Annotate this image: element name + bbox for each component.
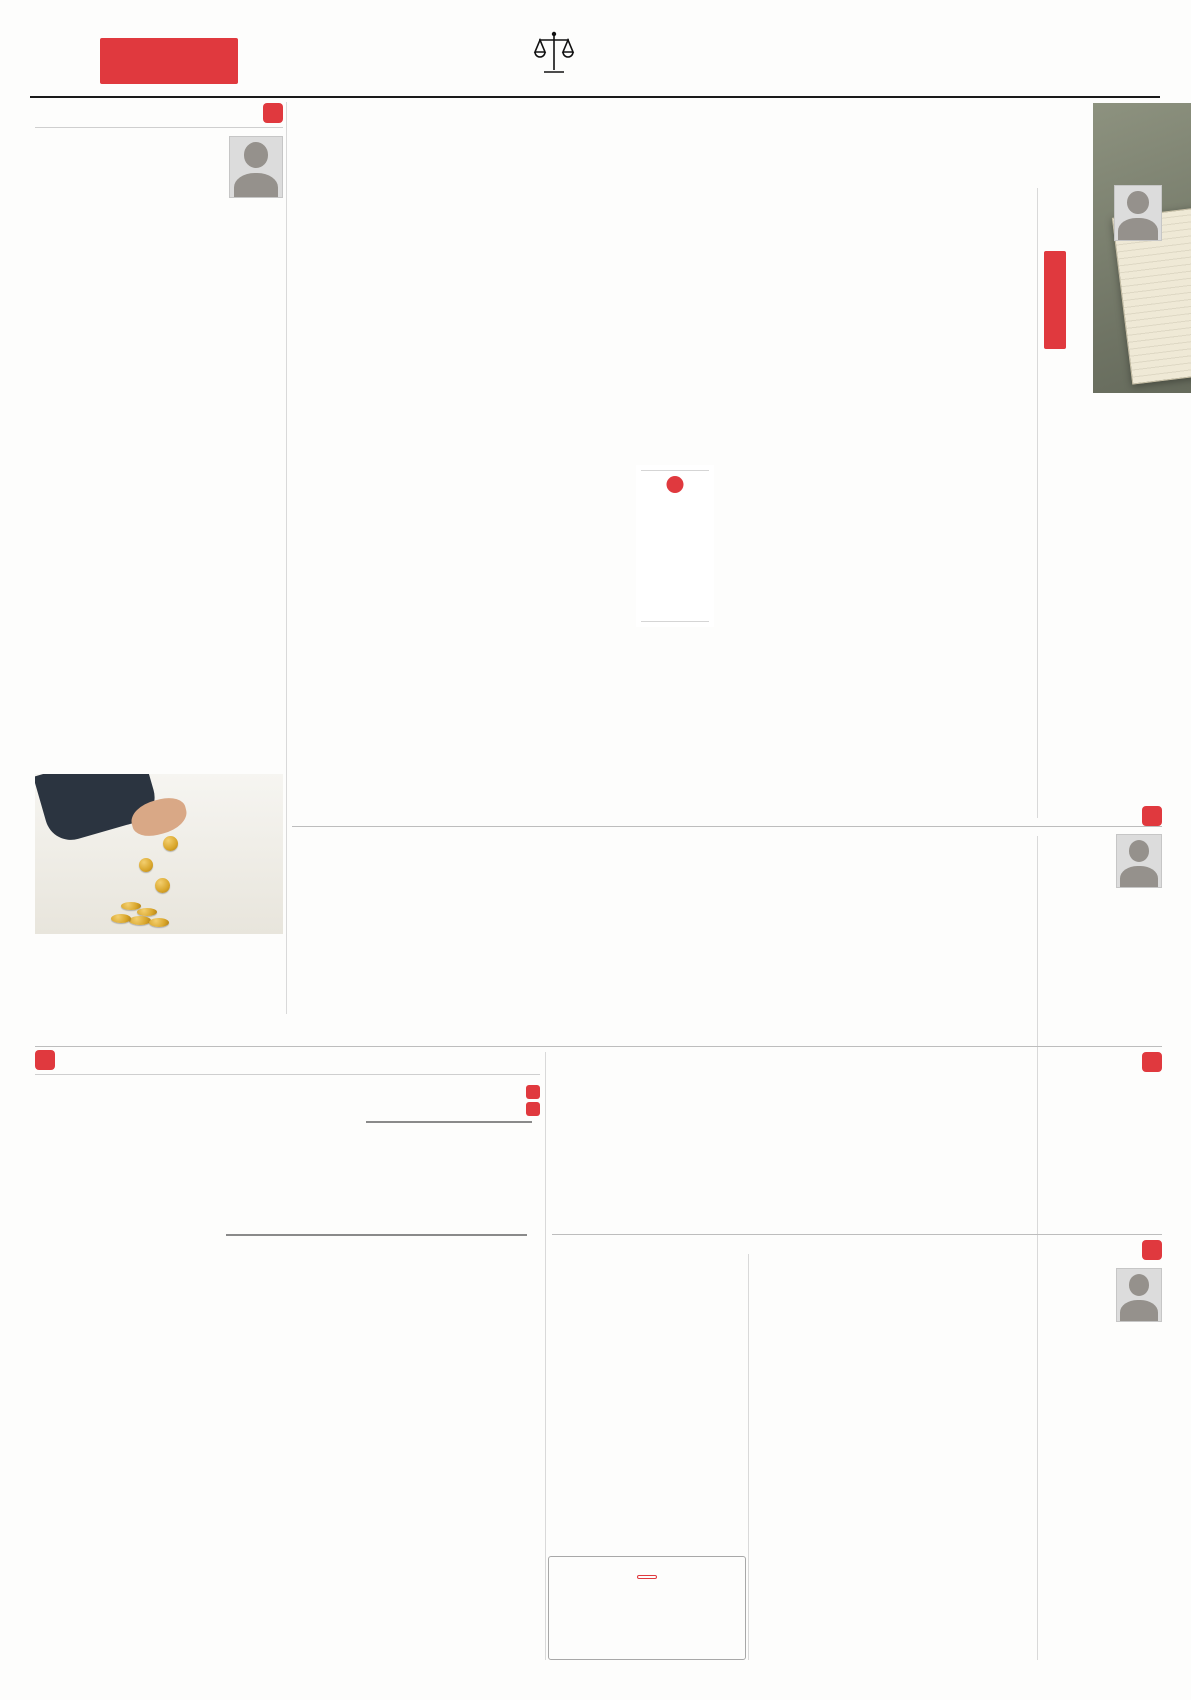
view-body-columns (296, 880, 1034, 1040)
qa-rail (1044, 1240, 1162, 1327)
main-article-intro-columns (690, 196, 1034, 398)
coin-shape (111, 914, 131, 923)
telegram-handle[interactable] (637, 1575, 657, 1579)
tab-qa (1044, 1240, 1162, 1260)
tab-crossword (35, 1050, 540, 1075)
author-photo (1116, 1268, 1162, 1322)
coin-shape (149, 918, 169, 927)
pull-quote (641, 470, 709, 622)
learn-sidebar (35, 103, 283, 934)
tab-view (1044, 806, 1162, 826)
main-headline-block (690, 108, 1008, 117)
know-rail (1044, 1052, 1162, 1080)
author-photo (229, 136, 283, 198)
coin-shape (137, 908, 157, 916)
sidebar-divider (286, 102, 287, 1014)
horizontal-arrow-icon (526, 1085, 540, 1099)
grid-icon (35, 1050, 55, 1070)
crossword-clues-column (357, 1082, 540, 1123)
section-banner (100, 38, 238, 84)
section-rule (35, 1046, 1162, 1047)
view-rail (1044, 806, 1162, 893)
tab-know (1044, 1052, 1162, 1072)
crossword-grid (226, 1234, 527, 1236)
crossword-zone (35, 1050, 540, 1662)
tab-learn (35, 103, 283, 128)
section-rule (292, 826, 1162, 827)
coin-shape (155, 878, 170, 893)
down-label (357, 1102, 540, 1116)
coin-shape (163, 836, 178, 851)
note-vertical-banner (1044, 251, 1066, 349)
crossword-column-numbers (224, 1223, 527, 1234)
column-divider (545, 1052, 546, 1660)
quote-icon (667, 476, 684, 493)
qa-left-columns (552, 1254, 742, 1550)
scales-of-justice-icon (533, 30, 575, 78)
plus-icon (263, 103, 283, 123)
plus-icon (1142, 1052, 1162, 1072)
vertical-arrow-icon (526, 1102, 540, 1116)
qa-main-columns (752, 1254, 1035, 1658)
solved-crossword-grid (366, 1121, 532, 1123)
header-rule (30, 96, 1160, 98)
section-rule (552, 1234, 1162, 1235)
know-body-columns (552, 1112, 852, 1244)
rail-divider (1037, 188, 1038, 818)
coins-hand-photo (35, 774, 283, 934)
across-label (357, 1085, 540, 1099)
coin-shape (129, 916, 151, 925)
author-photo (1114, 185, 1162, 241)
newspaper-logo (1000, 28, 1160, 47)
speech-quote-icon (1142, 806, 1162, 826)
crossword-grid-block (224, 1223, 540, 1236)
question-icon (1142, 1240, 1162, 1260)
learn-body-columns (35, 206, 283, 766)
rail-divider (1037, 836, 1038, 1660)
column-divider (748, 1254, 749, 1660)
main-article-rail (1044, 185, 1162, 818)
author-photo (1116, 834, 1162, 888)
coin-shape (139, 858, 153, 872)
help-box (548, 1556, 746, 1660)
